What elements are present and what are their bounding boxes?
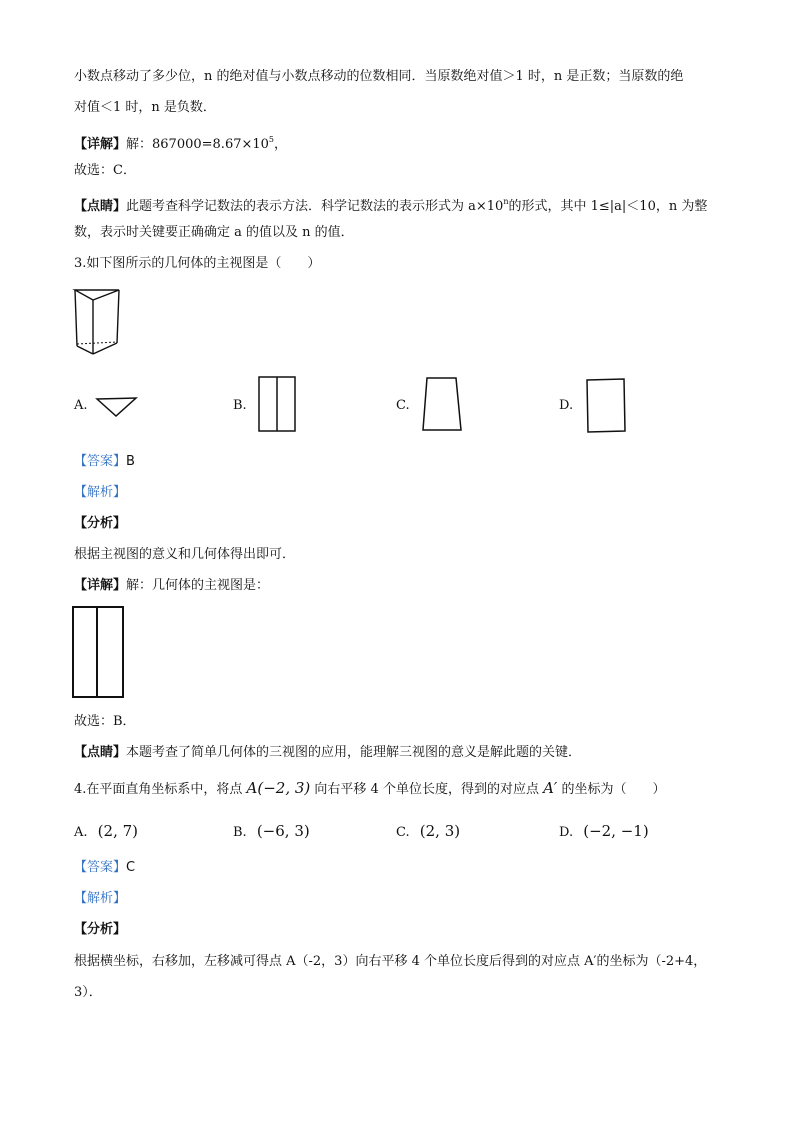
q4-option-c-value: (2, 3): [419, 822, 461, 840]
q3-fenxi-text: 根据主视图的意义和几何体得出即可．: [74, 547, 296, 562]
q3-option-d-label: D.: [559, 398, 574, 413]
q3-option-d-rectangle: [586, 378, 628, 436]
q4-answer-value: C: [126, 860, 136, 875]
q2-comment-exponent: n: [503, 197, 509, 206]
q3-option-a-label: A.: [74, 398, 88, 413]
q2-comment-tag: 【点睛】: [74, 199, 127, 214]
q2-detail-tail: ，: [274, 137, 288, 152]
q4-option-a: [74, 822, 138, 840]
q4-fenxi-line-1: 根据横坐标，右移加，左移减可得点 A（-2，3）向右平移 4 个单位长度后得到的对应点 A′的坐标为（-2+4，: [74, 954, 707, 969]
q3-main-view-figure: [72, 606, 126, 700]
q4-option-b: [233, 822, 310, 840]
q4-point: A(−2, 3): [246, 779, 311, 797]
paragraph-line-1: 小数点移动了多少位，n 的绝对值与小数点移动的位数相同．当原数绝对值＞1 时，n 是正数；当原数的绝: [74, 69, 684, 84]
q3-detail-text: 解：几何体的主视图是：: [126, 578, 270, 593]
q2-detail-exponent: 5: [268, 135, 275, 144]
q3-detail: [74, 577, 269, 595]
q4-analysis-tag: 【解析】: [74, 891, 127, 906]
q4-option-c-label: C.: [396, 825, 410, 840]
q4-option-a-value: (2, 7): [97, 822, 138, 840]
q3-option-b-rectangles: [258, 376, 298, 434]
q2-detail: [74, 131, 287, 154]
triangular-prism-figure: [74, 286, 124, 358]
q3-choose: 故选：B．: [74, 714, 136, 729]
q3-comment-text: 本题考查了简单几何体的三视图的应用，能理解三视图的意义是解此题的关键．: [126, 745, 582, 760]
q3-answer-tag: 【答案】: [74, 454, 127, 469]
q3-option-c-label: C.: [396, 398, 410, 413]
q3-comment: [74, 744, 581, 762]
q3-comment-tag: 【点睛】: [74, 745, 127, 760]
q4-option-d-label: D.: [559, 825, 574, 840]
q3-option-b-label: B.: [233, 398, 247, 413]
q2-comment: [74, 193, 707, 216]
q2-choose: 故选：C．: [74, 163, 136, 178]
q4-option-c: [396, 822, 460, 840]
q4-answer: [74, 859, 135, 877]
q4-point-prime: A′: [543, 779, 558, 797]
q3-option-a-triangle: [96, 394, 138, 418]
q4-option-a-label: A.: [74, 825, 88, 840]
q3-fenxi-tag: 【分析】: [74, 516, 127, 531]
q3-option-c-trapezoid: [422, 376, 464, 434]
q2-detail-tag: 【详解】: [74, 137, 127, 152]
q4-option-d-value: (−2, −1): [583, 822, 649, 840]
q3-answer: [74, 453, 135, 471]
q4-fenxi-line-2: 3）．: [74, 985, 102, 1000]
q3-question: 3.如下图所示的几何体的主视图是（ ）: [74, 256, 321, 271]
q4-answer-tag: 【答案】: [74, 860, 127, 875]
q2-comment-text-a: 此题考查科学记数法的表示方法．科学记数法的表示形式为 a×10: [126, 199, 504, 214]
q3-analysis-tag: 【解析】: [74, 485, 127, 500]
q2-comment-line-2: 数，表示时关键要正确确定 a 的值以及 n 的值．: [74, 225, 354, 240]
q4-option-d: [559, 822, 649, 840]
q4-fenxi-tag: 【分析】: [74, 922, 127, 937]
q2-detail-text: 解：867000=8.67×10: [126, 137, 269, 152]
q4-question-b: 向右平移 4 个单位长度，得到的对应点: [310, 782, 544, 797]
q4-option-b-label: B.: [233, 825, 247, 840]
q3-detail-tag: 【详解】: [74, 578, 127, 593]
q3-answer-value: B: [126, 454, 135, 469]
q2-comment-text-b: 的形式，其中 1≤|a|＜10，n 为整: [508, 199, 708, 214]
q4-question-a: 4.在平面直角坐标系中，将点: [74, 782, 247, 797]
q4-question: [74, 779, 665, 799]
q4-question-c: 的坐标为（ ）: [557, 782, 666, 797]
paragraph-line-2: 对值＜1 时，n 是负数．: [74, 100, 216, 115]
q4-option-b-value: (−6, 3): [256, 822, 310, 840]
